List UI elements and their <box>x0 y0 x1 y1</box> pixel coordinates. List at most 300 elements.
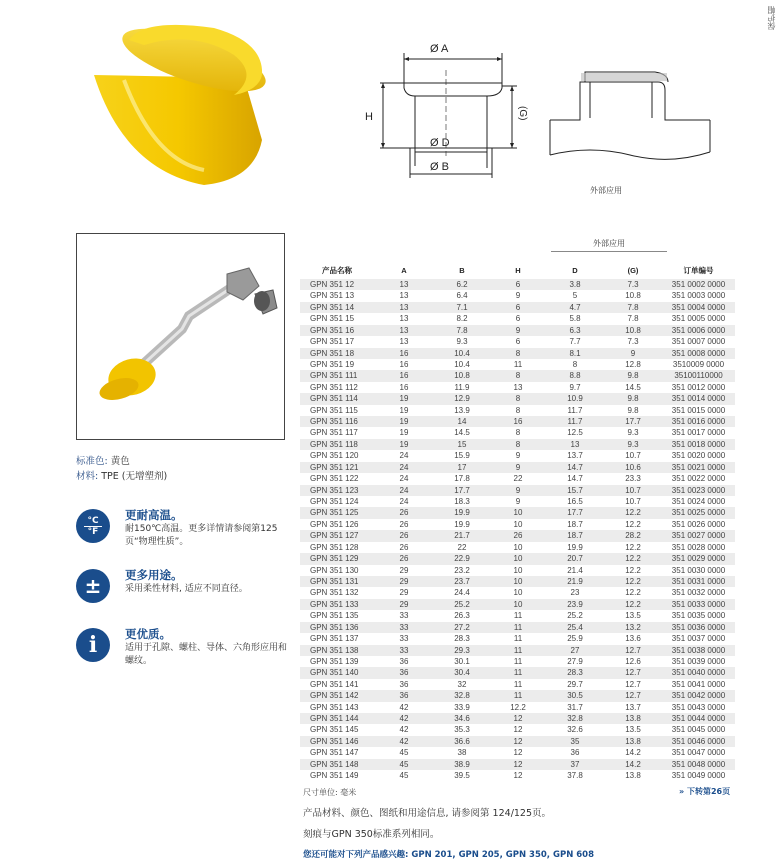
cell-d: 11.7 <box>567 405 583 415</box>
cell-d: 8 <box>572 359 578 369</box>
cell-product-name: GPN 351 112 <box>310 382 358 392</box>
table-row <box>300 496 735 507</box>
cell-a: 45 <box>399 748 409 758</box>
cell-a: 13 <box>399 291 409 301</box>
cell-b: 18.3 <box>454 497 470 507</box>
cell-h: 10 <box>490 576 546 587</box>
cell-b: 32.8 <box>434 690 490 701</box>
cell-h: 9 <box>515 291 521 301</box>
cell-h: 11 <box>490 667 546 678</box>
cell-a: 29 <box>399 588 409 598</box>
table-body <box>300 279 735 782</box>
cell-order-number: 351 0004 0000 <box>662 302 735 313</box>
cell-h: 11 <box>490 645 546 656</box>
cell-a: 13 <box>399 337 409 347</box>
cell-b: 9.3 <box>456 337 468 347</box>
cell-g: 9.8 <box>604 370 662 381</box>
table-row <box>300 747 735 758</box>
cell-product-name: GPN 351 116 <box>300 416 374 427</box>
cell-order-number: 351 0041 0000 <box>671 679 726 689</box>
cell-b: 7.8 <box>434 325 490 336</box>
cell-order-number: 351 0006 0000 <box>662 325 735 336</box>
cell-g: 13.5 <box>625 611 641 621</box>
cell-d: 3.8 <box>546 279 604 290</box>
cell-g: 10.8 <box>604 325 662 336</box>
cell-g: 7.3 <box>627 337 639 347</box>
cell-order-number: 351 0038 0000 <box>662 645 735 656</box>
cell-h: 8 <box>490 439 546 450</box>
cell-product-name: GPN 351 18 <box>300 348 374 359</box>
cell-h: 8 <box>490 370 546 381</box>
cell-d: 27.9 <box>567 656 583 666</box>
cell-b: 17 <box>434 462 490 473</box>
cell-g: 10.6 <box>604 462 662 473</box>
cell-g: 23.3 <box>625 474 641 484</box>
cell-order-number: 351 0031 0000 <box>662 576 735 587</box>
cell-a: 36 <box>374 690 434 701</box>
cell-b: 6.2 <box>434 279 490 290</box>
cell-order-number: 351 0042 0000 <box>662 690 735 701</box>
cell-b: 21.7 <box>434 530 490 541</box>
cell-product-name: GPN 351 12 <box>300 279 374 290</box>
cell-g: 12.2 <box>604 599 662 610</box>
cell-g: 12.8 <box>625 359 641 369</box>
table-row <box>300 405 735 416</box>
table-row <box>300 348 735 359</box>
cell-a: 16 <box>374 348 434 359</box>
table-row <box>300 622 735 633</box>
cell-h: 8 <box>515 428 521 438</box>
table-row <box>300 633 735 644</box>
cell-h: 8 <box>515 405 521 415</box>
cell-d: 30.5 <box>546 690 604 701</box>
material-label: 材料: <box>76 471 99 482</box>
cell-h: 11 <box>513 679 523 689</box>
cell-b: 15.9 <box>454 451 470 461</box>
cell-g: 10.7 <box>625 451 641 461</box>
table-row <box>300 587 735 598</box>
table-row <box>300 462 735 473</box>
cell-b: 35.3 <box>454 725 470 735</box>
cell-d: 20.7 <box>546 553 604 564</box>
cell-d: 18.7 <box>546 530 604 541</box>
cell-d: 18.7 <box>567 519 583 529</box>
unit-note: 尺寸单位: 毫米 <box>303 788 357 797</box>
reference-note: 产品材料、颜色、图纸和用途信息, 请参阅第 124/125页。 <box>303 808 552 819</box>
cell-product-name: GPN 351 146 <box>300 736 374 747</box>
cell-g: 13.6 <box>625 634 641 644</box>
cell-order-number: 35100110000 <box>662 370 735 381</box>
cell-h: 6 <box>515 337 521 347</box>
cell-product-name: GPN 351 128 <box>310 542 359 552</box>
cell-order-number: 351 0027 0000 <box>662 530 735 541</box>
table-row <box>300 507 735 518</box>
table-header-row <box>300 262 735 279</box>
table-row <box>300 302 735 313</box>
cell-order-number: 351 0046 0000 <box>662 736 735 747</box>
table-row <box>300 519 735 530</box>
cell-product-name: GPN 351 123 <box>300 485 374 496</box>
cell-product-name: GPN 351 19 <box>310 359 355 369</box>
cell-d: 14.7 <box>546 462 604 473</box>
dim-label-d: Ø D <box>430 137 450 149</box>
cell-h: 10 <box>513 519 523 529</box>
cell-h: 11 <box>513 656 523 666</box>
cell-a: 19 <box>374 439 434 450</box>
cell-order-number: 351 0012 0000 <box>671 382 726 392</box>
cell-order-number: 351 0039 0000 <box>671 656 726 666</box>
feature-title: 更优质。 <box>125 627 171 641</box>
cell-g: 7.8 <box>604 302 662 313</box>
cell-a: 16 <box>399 382 409 392</box>
cell-a: 33 <box>374 622 434 633</box>
next-page-link[interactable]: » 下转第26页 <box>679 787 731 796</box>
cell-g: 12.2 <box>625 588 641 598</box>
cell-d: 12.5 <box>567 428 583 438</box>
cell-a: 45 <box>399 771 409 781</box>
cell-product-name: GPN 351 143 <box>310 702 359 712</box>
drawing-caption: 外部应用 <box>590 186 622 195</box>
cell-d: 13 <box>546 439 604 450</box>
cell-b: 36.6 <box>434 736 490 747</box>
cell-d: 27 <box>546 645 604 656</box>
cell-h: 12 <box>513 725 523 735</box>
cell-order-number: 351 0023 0000 <box>662 485 735 496</box>
table-row <box>300 645 735 656</box>
cell-a: 26 <box>374 507 434 518</box>
cell-order-number: 351 0048 0000 <box>662 759 735 770</box>
cell-b: 25.2 <box>434 599 490 610</box>
plus-minus-icon: ± <box>76 569 110 603</box>
cell-b: 14 <box>434 416 490 427</box>
dim-label-g: (G) <box>517 106 528 121</box>
cell-order-number: 351 0007 0000 <box>671 337 726 347</box>
cell-g: 12.7 <box>604 690 662 701</box>
cell-a: 24 <box>399 474 409 484</box>
cell-a: 13 <box>374 325 434 336</box>
cell-order-number: 351 0037 0000 <box>671 634 726 644</box>
table-row <box>300 450 735 461</box>
cell-product-name: GPN 351 126 <box>310 519 359 529</box>
cell-d: 4.7 <box>546 302 604 313</box>
cell-d: 7.7 <box>569 337 581 347</box>
cell-order-number: 351 0020 0000 <box>671 451 726 461</box>
cell-product-name: GPN 351 114 <box>300 393 374 404</box>
cell-order-number: 351 0008 0000 <box>662 348 735 359</box>
cell-product-name: GPN 351 14 <box>300 302 374 313</box>
cell-a: 19 <box>374 393 434 404</box>
cell-g: 12.2 <box>604 576 662 587</box>
notch-note: 刻痕与GPN 350标准系列相同。 <box>303 829 440 840</box>
table-row <box>300 382 735 393</box>
table-row <box>300 325 735 336</box>
cell-g: 14.2 <box>625 748 641 758</box>
cell-h: 9 <box>515 451 521 461</box>
cell-d: 8.8 <box>546 370 604 381</box>
cell-b: 6.4 <box>456 291 468 301</box>
cell-product-name: GPN 351 115 <box>310 405 358 415</box>
cell-a: 33 <box>374 645 434 656</box>
table-row <box>300 656 735 667</box>
cell-a: 29 <box>399 565 409 575</box>
cell-b: 12.9 <box>434 393 490 404</box>
cell-b: 38 <box>457 748 467 758</box>
related-products: 您还可能对下列产品感兴趣: GPN 201, GPN 205, GPN 350, GPN 608 <box>303 850 595 860</box>
cell-product-name: GPN 351 13 <box>310 291 355 301</box>
cell-b: 34.6 <box>434 713 490 724</box>
cell-product-name: GPN 351 142 <box>300 690 374 701</box>
cap-product-image <box>84 20 284 190</box>
cell-b: 11.9 <box>454 382 470 392</box>
cell-d: 5 <box>572 291 578 301</box>
cell-product-name: GPN 351 120 <box>310 451 359 461</box>
table-row <box>300 736 735 747</box>
col-b: B <box>459 266 465 275</box>
cell-h: 10 <box>513 542 523 552</box>
cell-b: 17.7 <box>434 485 490 496</box>
cell-order-number: 351 0035 0000 <box>671 611 726 621</box>
cell-order-number: 351 0026 0000 <box>671 519 726 529</box>
cell-g: 9.3 <box>627 428 639 438</box>
cell-order-number: 3510009 0000 <box>672 359 725 369</box>
cell-d: 25.2 <box>567 611 583 621</box>
cell-g: 12.2 <box>625 565 641 575</box>
cell-h: 22 <box>513 474 523 484</box>
cell-a: 19 <box>374 416 434 427</box>
cell-h: 11 <box>513 359 523 369</box>
cell-order-number: 351 0045 0000 <box>671 725 726 735</box>
cell-g: 10.7 <box>625 497 641 507</box>
cell-product-name: GPN 351 144 <box>300 713 374 724</box>
cell-a: 42 <box>399 702 409 712</box>
cell-d: 10.9 <box>546 393 604 404</box>
cell-b: 7.1 <box>434 302 490 313</box>
cell-order-number: 351 0024 0000 <box>671 497 726 507</box>
dimension-drawing <box>352 28 532 186</box>
cell-order-number: 351 0040 0000 <box>662 667 735 678</box>
table-row <box>300 473 735 484</box>
feature-text: 采用柔性材料, 适应不同直径。 <box>125 584 248 594</box>
cell-h: 11 <box>513 634 523 644</box>
cell-h: 12 <box>490 736 546 747</box>
cell-product-name: GPN 351 117 <box>310 428 358 438</box>
table-row <box>300 336 735 347</box>
cell-product-name: GPN 351 121 <box>300 462 374 473</box>
cell-b: 27.2 <box>434 622 490 633</box>
cell-h: 10 <box>490 599 546 610</box>
cell-order-number: 351 0044 0000 <box>662 713 735 724</box>
cell-b: 14.5 <box>454 428 470 438</box>
cell-product-name: GPN 351 145 <box>310 725 359 735</box>
dim-label-b: Ø B <box>430 161 449 173</box>
cell-a: 33 <box>399 611 409 621</box>
cell-g: 10.8 <box>625 291 641 301</box>
material-line <box>76 468 167 482</box>
standard-color-line <box>76 453 130 467</box>
cell-d: 23.9 <box>546 599 604 610</box>
cell-d: 25.9 <box>567 634 583 644</box>
table-row <box>300 713 735 724</box>
cell-product-name: GPN 351 135 <box>310 611 359 621</box>
cell-a: 42 <box>374 736 434 747</box>
cell-g: 13.8 <box>625 771 641 781</box>
cell-product-name: GPN 351 125 <box>300 507 374 518</box>
cell-d: 23 <box>570 588 580 598</box>
table-row <box>300 313 735 324</box>
cell-product-name: GPN 351 124 <box>310 497 359 507</box>
table-row <box>300 667 735 678</box>
cell-h: 9 <box>490 462 546 473</box>
cell-h: 9 <box>490 485 546 496</box>
cell-product-name: GPN 351 136 <box>300 622 374 633</box>
cell-h: 8 <box>490 393 546 404</box>
col-g: (G) <box>627 266 639 275</box>
cell-order-number: 351 0036 0000 <box>662 622 735 633</box>
cell-d: 36 <box>570 748 580 758</box>
cell-b: 10.4 <box>434 348 490 359</box>
feature-versatility <box>76 569 286 609</box>
cell-g: 12.7 <box>604 645 662 656</box>
cell-b: 26.3 <box>454 611 470 621</box>
cell-g: 9.8 <box>627 405 639 415</box>
cell-order-number: 351 0032 0000 <box>671 588 726 598</box>
cell-d: 28.3 <box>546 667 604 678</box>
cell-b: 32 <box>457 679 467 689</box>
cell-g: 12.6 <box>625 656 641 666</box>
cell-h: 12 <box>513 748 523 758</box>
cell-g: 9.8 <box>604 393 662 404</box>
cell-order-number: 351 0022 0000 <box>671 474 726 484</box>
cell-g: 7.8 <box>627 314 639 324</box>
cell-d: 19.9 <box>567 542 583 552</box>
cell-b: 39.5 <box>454 771 470 781</box>
bent-tube-photo <box>77 234 285 440</box>
cell-h: 9 <box>490 325 546 336</box>
application-photo <box>76 233 285 440</box>
col-d: D <box>572 266 578 275</box>
cell-b: 23.7 <box>434 576 490 587</box>
dim-label-h: H <box>365 111 373 123</box>
feature-title: 更多用途。 <box>125 568 183 582</box>
cell-b: 17.8 <box>454 474 470 484</box>
dim-label-a: Ø A <box>430 43 449 55</box>
cell-product-name: GPN 351 15 <box>310 314 355 324</box>
cell-d: 32.8 <box>546 713 604 724</box>
temperature-icon: °C °F <box>76 509 110 543</box>
table-row <box>300 439 735 450</box>
cell-d: 25.4 <box>546 622 604 633</box>
table-row <box>300 690 735 701</box>
table-row <box>300 485 735 496</box>
cell-h: 10 <box>513 565 523 575</box>
cell-order-number: 351 0029 0000 <box>662 553 735 564</box>
cell-order-number: 351 0017 0000 <box>671 428 726 438</box>
application-drawing <box>540 60 720 160</box>
cell-d: 31.7 <box>567 702 583 712</box>
cell-b: 13.9 <box>454 405 470 415</box>
col-h: H <box>515 266 521 275</box>
cell-g: 14.5 <box>625 382 641 392</box>
info-icon: i <box>76 628 110 662</box>
cell-order-number: 351 0003 0000 <box>671 291 726 301</box>
section-side-label: 保护帽 <box>767 6 776 30</box>
table-row <box>300 542 735 553</box>
cell-d: 5.8 <box>569 314 581 324</box>
cell-order-number: 351 0014 0000 <box>662 393 735 404</box>
color-value: 黄色 <box>110 456 130 467</box>
feature-text: 适用于孔隙、螺柱、导体、六角形应用和螺纹。 <box>125 643 288 666</box>
cell-g: 13.8 <box>604 713 662 724</box>
table-row <box>300 724 735 735</box>
cell-b: 23.2 <box>454 565 470 575</box>
cell-product-name: GPN 351 139 <box>310 656 359 666</box>
cell-product-name: GPN 351 147 <box>310 748 359 758</box>
cell-product-name: GPN 351 131 <box>300 576 374 587</box>
cell-h: 16 <box>490 416 546 427</box>
cell-a: 24 <box>399 451 409 461</box>
cell-h: 6 <box>490 302 546 313</box>
cell-g: 28.2 <box>604 530 662 541</box>
cell-order-number: 351 0015 0000 <box>671 405 726 415</box>
cell-d: 17.7 <box>546 507 604 518</box>
cell-d: 21.9 <box>546 576 604 587</box>
cell-a: 24 <box>374 462 434 473</box>
table-row <box>300 530 735 541</box>
cell-h: 10 <box>490 507 546 518</box>
cell-product-name: GPN 351 16 <box>300 325 374 336</box>
cell-product-name: GPN 351 111 <box>300 370 374 381</box>
cell-a: 33 <box>399 634 409 644</box>
cell-h: 12 <box>490 759 546 770</box>
cell-h: 26 <box>490 530 546 541</box>
cell-a: 13 <box>374 279 434 290</box>
cell-a: 13 <box>374 302 434 313</box>
cell-b: 30.4 <box>434 667 490 678</box>
cell-d: 8.1 <box>546 348 604 359</box>
cell-a: 26 <box>374 530 434 541</box>
group-header-divider <box>551 251 667 252</box>
cell-order-number: 351 0028 0000 <box>671 542 726 552</box>
table-row <box>300 610 735 621</box>
cell-g: 14.2 <box>604 759 662 770</box>
cell-a: 42 <box>374 713 434 724</box>
cell-a: 13 <box>399 314 409 324</box>
cell-a: 29 <box>374 576 434 587</box>
cell-h: 9 <box>515 497 521 507</box>
cell-g: 10.7 <box>604 485 662 496</box>
cell-order-number: 351 0018 0000 <box>662 439 735 450</box>
cell-h: 11 <box>513 611 523 621</box>
table-row <box>300 679 735 690</box>
cell-h: 11 <box>490 622 546 633</box>
cell-b: 22.9 <box>434 553 490 564</box>
cell-d: 37.8 <box>567 771 583 781</box>
cell-h: 12 <box>490 713 546 724</box>
cell-b: 24.4 <box>454 588 470 598</box>
cell-b: 10.4 <box>454 359 470 369</box>
cell-g: 12.7 <box>604 667 662 678</box>
cell-h: 12 <box>513 771 523 781</box>
cell-d: 29.7 <box>567 679 583 689</box>
cell-order-number: 351 0043 0000 <box>671 702 726 712</box>
cell-g: 12.2 <box>625 542 641 552</box>
cell-h: 13 <box>513 382 523 392</box>
table-row <box>300 599 735 610</box>
table-row <box>300 553 735 564</box>
cell-d: 11.7 <box>546 416 604 427</box>
cell-b: 29.3 <box>434 645 490 656</box>
cell-order-number: 351 0016 0000 <box>662 416 735 427</box>
